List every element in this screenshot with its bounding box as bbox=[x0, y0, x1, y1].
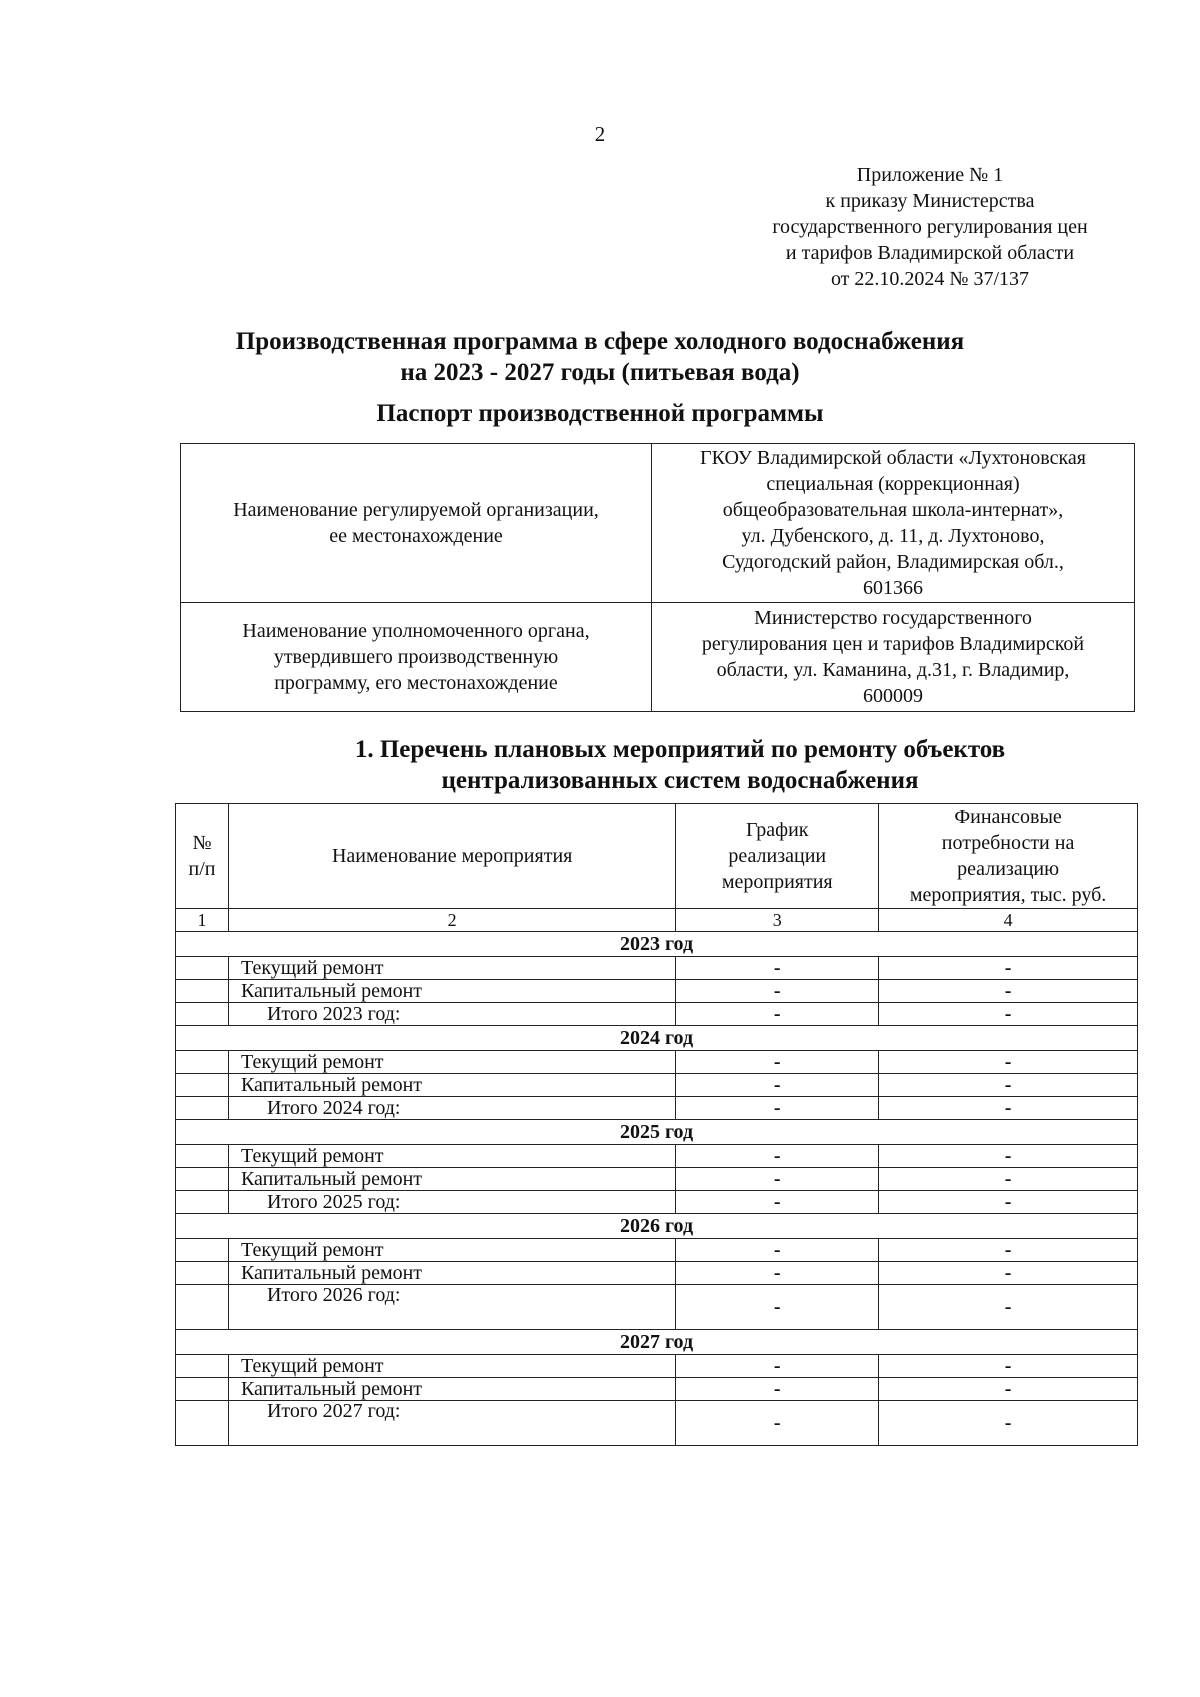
schedule-value: - bbox=[676, 1168, 879, 1191]
document-title-line: на 2023 - 2027 годы (питьевая вода) bbox=[400, 359, 800, 386]
text-line: мероприятия, тыс. руб. bbox=[909, 884, 1107, 906]
table-row bbox=[176, 1262, 1138, 1285]
table-header-row bbox=[176, 804, 1138, 909]
row-number bbox=[176, 1074, 229, 1097]
column-index-row bbox=[176, 909, 1138, 932]
finance-value: - bbox=[879, 1003, 1138, 1026]
measure-name: Текущий ремонт bbox=[228, 1355, 675, 1378]
table-row bbox=[176, 980, 1138, 1003]
row-number bbox=[176, 1168, 229, 1191]
finance-value: - bbox=[879, 1145, 1138, 1168]
finance-value: - bbox=[879, 1168, 1138, 1191]
text-line: № bbox=[192, 832, 212, 854]
passport-value bbox=[652, 444, 1135, 603]
text-line: 601366 bbox=[863, 577, 923, 599]
measure-name: Текущий ремонт bbox=[228, 1145, 675, 1168]
table-row bbox=[176, 1051, 1138, 1074]
text-line: ее местонахождение bbox=[329, 525, 503, 547]
row-number bbox=[176, 1378, 229, 1401]
text-line: ГКОУ Владимирской области «Лухтоновская bbox=[700, 447, 1086, 469]
text-line: реализации bbox=[728, 845, 827, 867]
finance-value: - bbox=[879, 980, 1138, 1003]
page-number: 2 bbox=[594, 122, 606, 146]
appendix-line: и тарифов Владимирской области bbox=[785, 242, 1075, 264]
text-line: специальная (коррекционная) bbox=[766, 473, 1020, 495]
row-number bbox=[176, 1051, 229, 1074]
appendix-line: от 22.10.2024 № 37/137 bbox=[830, 268, 1030, 290]
passport-label bbox=[181, 444, 652, 603]
total-row bbox=[176, 1191, 1138, 1214]
text-line: Наименование регулируемой организации, bbox=[233, 499, 599, 521]
measure-name: Итого 2026 год: bbox=[228, 1285, 675, 1330]
text-line: п/п bbox=[188, 858, 216, 880]
table-row bbox=[176, 1145, 1138, 1168]
appendix-line: Приложение № 1 bbox=[856, 164, 1004, 186]
text-line: 600009 bbox=[863, 685, 923, 707]
schedule-value: - bbox=[676, 1145, 879, 1168]
year-row bbox=[176, 1026, 1138, 1051]
row-number bbox=[176, 1401, 229, 1446]
table-row bbox=[176, 1239, 1138, 1262]
year-label: 2023 год bbox=[176, 932, 1138, 957]
finance-value: - bbox=[879, 1262, 1138, 1285]
year-label: 2025 год bbox=[176, 1120, 1138, 1145]
schedule-value: - bbox=[676, 1097, 879, 1120]
row-number bbox=[176, 1191, 229, 1214]
header-schedule bbox=[676, 804, 879, 909]
schedule-value: - bbox=[676, 1262, 879, 1285]
row-number bbox=[176, 1285, 229, 1330]
appendix-block bbox=[730, 162, 1130, 292]
text-line: потребности на bbox=[941, 832, 1075, 854]
measure-name: Капитальный ремонт bbox=[228, 1262, 675, 1285]
passport-value bbox=[652, 603, 1135, 712]
table-row bbox=[176, 1074, 1138, 1097]
year-label: 2027 год bbox=[176, 1330, 1138, 1355]
passport-table bbox=[180, 443, 1135, 712]
schedule-value: - bbox=[676, 957, 879, 980]
table-row bbox=[176, 1355, 1138, 1378]
column-index: 2 bbox=[228, 909, 675, 932]
year-row bbox=[176, 932, 1138, 957]
text-line: Министерство государственного bbox=[754, 607, 1032, 629]
column-index: 3 bbox=[676, 909, 879, 932]
finance-value: - bbox=[879, 957, 1138, 980]
text-line: График bbox=[745, 819, 809, 841]
text-line: реализацию bbox=[957, 858, 1060, 880]
row-number bbox=[176, 1355, 229, 1378]
text-line: Наименование мероприятия bbox=[331, 845, 573, 867]
finance-value: - bbox=[879, 1378, 1138, 1401]
row-number bbox=[176, 1003, 229, 1026]
row-number bbox=[176, 1145, 229, 1168]
table-row bbox=[176, 1168, 1138, 1191]
measure-name: Текущий ремонт bbox=[228, 1239, 675, 1262]
year-label: 2024 год bbox=[176, 1026, 1138, 1051]
total-row bbox=[176, 1401, 1138, 1446]
total-row bbox=[176, 1285, 1138, 1330]
header-number bbox=[176, 804, 229, 909]
text-line: регулирования цен и тарифов Владимирской bbox=[701, 633, 1085, 655]
row-number bbox=[176, 1097, 229, 1120]
measure-name: Текущий ремонт bbox=[228, 957, 675, 980]
row-number bbox=[176, 1262, 229, 1285]
text-line: утвердившего производственную bbox=[273, 646, 559, 668]
year-row bbox=[176, 1214, 1138, 1239]
text-line: Судогодский район, Владимирская обл., bbox=[722, 551, 1064, 573]
schedule-value: - bbox=[676, 1191, 879, 1214]
text-line: Финансовые bbox=[954, 806, 1062, 828]
schedule-value: - bbox=[676, 1378, 879, 1401]
document-title-line: Производственная программа в сфере холодного водоснабжения bbox=[235, 328, 965, 355]
measure-name: Итого 2024 год: bbox=[228, 1097, 675, 1120]
finance-value: - bbox=[879, 1355, 1138, 1378]
column-index: 4 bbox=[879, 909, 1138, 932]
appendix-line: к приказу Министерства bbox=[825, 190, 1035, 212]
measure-name: Капитальный ремонт bbox=[228, 1074, 675, 1097]
finance-value: - bbox=[879, 1285, 1138, 1330]
measure-name: Капитальный ремонт bbox=[228, 1168, 675, 1191]
appendix-line: государственного регулирования цен bbox=[772, 216, 1088, 238]
passport-row bbox=[181, 603, 1135, 712]
schedule-value: - bbox=[676, 1051, 879, 1074]
finance-value: - bbox=[879, 1074, 1138, 1097]
finance-value: - bbox=[879, 1401, 1138, 1446]
column-index: 1 bbox=[176, 909, 229, 932]
measure-name: Итого 2023 год: bbox=[228, 1003, 675, 1026]
measure-name: Текущий ремонт bbox=[228, 1051, 675, 1074]
schedule-value: - bbox=[676, 1401, 879, 1446]
year-row bbox=[176, 1120, 1138, 1145]
row-number bbox=[176, 957, 229, 980]
schedule-value: - bbox=[676, 1285, 879, 1330]
measure-name: Итого 2025 год: bbox=[228, 1191, 675, 1214]
text-line: программу, его местонахождение bbox=[274, 672, 558, 694]
repair-plan-table bbox=[175, 803, 1138, 1446]
measure-name: Итого 2027 год: bbox=[228, 1401, 675, 1446]
schedule-value: - bbox=[676, 1355, 879, 1378]
total-row bbox=[176, 1097, 1138, 1120]
schedule-value: - bbox=[676, 1239, 879, 1262]
schedule-value: - bbox=[676, 1074, 879, 1097]
year-row bbox=[176, 1330, 1138, 1355]
table-row bbox=[176, 1378, 1138, 1401]
text-line: мероприятия bbox=[721, 871, 833, 893]
table-row bbox=[176, 957, 1138, 980]
finance-value: - bbox=[879, 1239, 1138, 1262]
total-row bbox=[176, 1003, 1138, 1026]
year-label: 2026 год bbox=[176, 1214, 1138, 1239]
measure-name: Капитальный ремонт bbox=[228, 980, 675, 1003]
passport-title: Паспорт производственной программы bbox=[376, 400, 824, 427]
header-measure-name bbox=[228, 804, 675, 909]
header-finance bbox=[879, 804, 1138, 909]
schedule-value: - bbox=[676, 980, 879, 1003]
text-line: ул. Дубенского, д. 11, д. Лухтоново, bbox=[741, 525, 1045, 547]
passport-row bbox=[181, 444, 1135, 603]
text-line: области, ул. Каманина, д.31, г. Владимир, bbox=[716, 659, 1070, 681]
row-number bbox=[176, 1239, 229, 1262]
passport-label bbox=[181, 603, 652, 712]
measure-name: Капитальный ремонт bbox=[228, 1378, 675, 1401]
section-title-line: централизованных систем водоснабжения bbox=[441, 767, 919, 794]
section-title bbox=[300, 734, 1060, 796]
section-title-line: 1. Перечень плановых мероприятий по ремонту объектов bbox=[354, 736, 1006, 763]
document-title bbox=[0, 326, 1200, 388]
finance-value: - bbox=[879, 1097, 1138, 1120]
finance-value: - bbox=[879, 1191, 1138, 1214]
row-number bbox=[176, 980, 229, 1003]
schedule-value: - bbox=[676, 1003, 879, 1026]
text-line: общеобразовательная школа-интернат», bbox=[722, 499, 1064, 521]
finance-value: - bbox=[879, 1051, 1138, 1074]
text-line: Наименование уполномоченного органа, bbox=[242, 620, 590, 642]
